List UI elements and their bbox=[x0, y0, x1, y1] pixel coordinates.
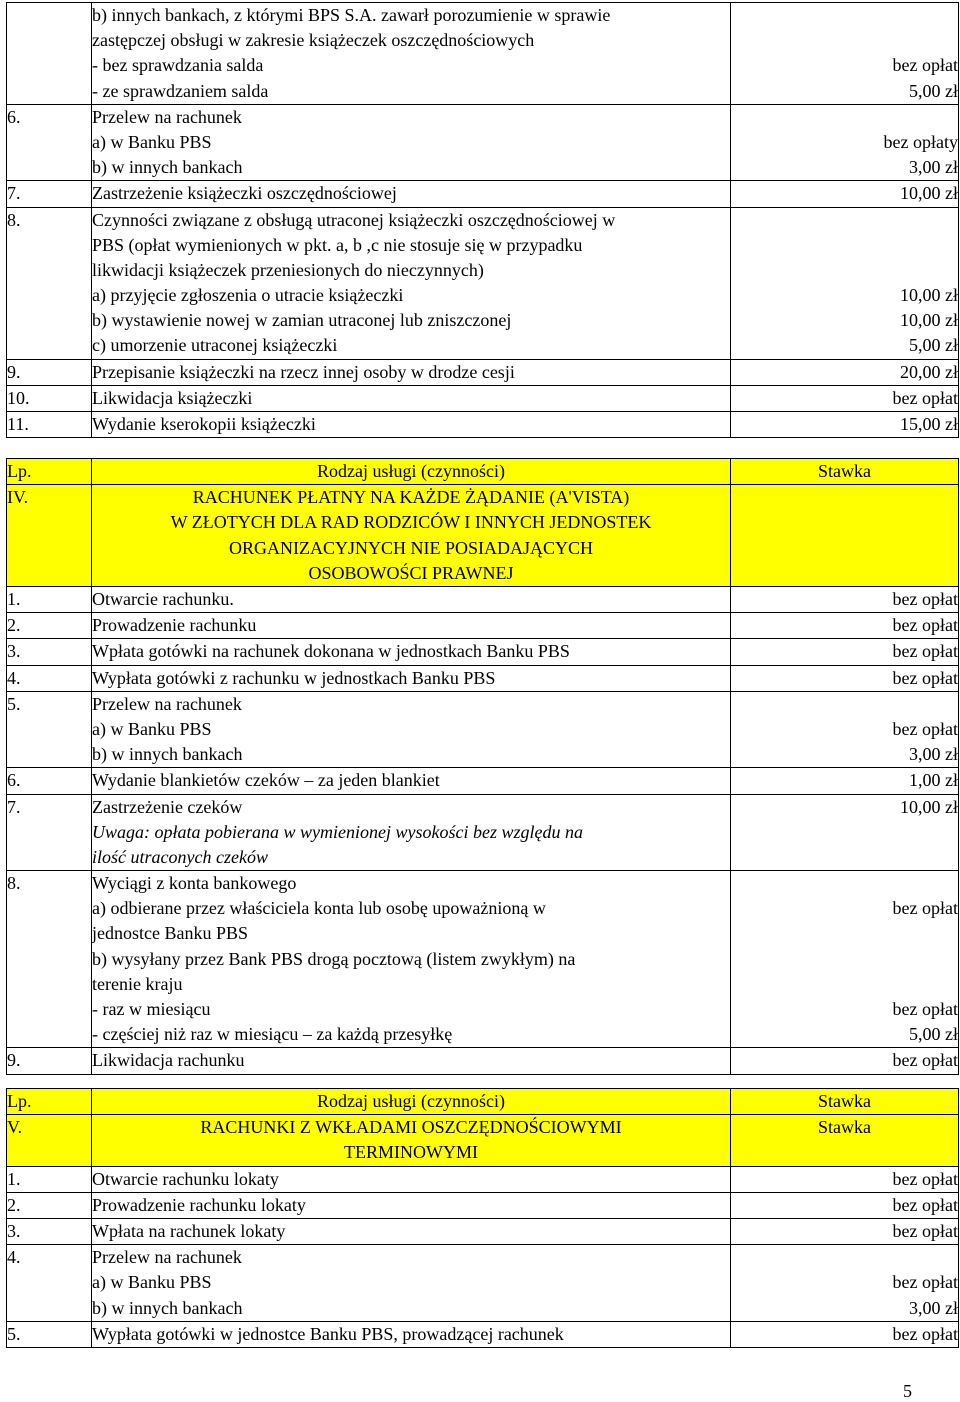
row-description bbox=[92, 1321, 731, 1347]
row-description bbox=[92, 768, 731, 794]
row-lp: 8. bbox=[7, 871, 92, 1048]
row-rate bbox=[731, 385, 959, 411]
row-rate bbox=[731, 181, 959, 207]
description-line: Czynności związane z obsługą utraconej książeczki oszczędnościowej w bbox=[92, 209, 616, 230]
row-lp: 9. bbox=[7, 359, 92, 385]
header-desc: Rodzaj usługi (czynności) bbox=[92, 459, 731, 485]
table-row bbox=[7, 181, 959, 207]
row-rate bbox=[731, 1192, 959, 1218]
description-line: Zastrzeżenie książeczki oszczędnościowej bbox=[92, 183, 397, 204]
row-description bbox=[92, 385, 731, 411]
description-line: Przepisanie książeczki na rzecz innej osoby w drodze cesji bbox=[92, 361, 515, 382]
table-row bbox=[7, 1245, 959, 1322]
row-rate bbox=[731, 613, 959, 639]
description-line: a) odbierane przez właściciela konta lub osobę upoważnioną w bbox=[92, 898, 546, 919]
row-description bbox=[92, 586, 731, 612]
rate-line: bez opłat bbox=[892, 1272, 958, 1293]
rate-line bbox=[731, 972, 958, 997]
row-description bbox=[92, 412, 731, 438]
rate-line: bez opłat bbox=[892, 898, 958, 919]
description-line: Wypłata gotówki z rachunku w jednostkach Banku PBS bbox=[92, 667, 496, 688]
rate-line: bez opłaty bbox=[883, 131, 958, 152]
row-lp: 6. bbox=[7, 768, 92, 794]
row-description bbox=[92, 1218, 731, 1244]
header-rate: Stawka bbox=[731, 459, 959, 485]
rate-line bbox=[731, 105, 958, 130]
description-line: a) przyjęcie zgłoszenia o utracie książeczki bbox=[92, 285, 404, 306]
table-row bbox=[7, 613, 959, 639]
row-lp: 1. bbox=[7, 586, 92, 612]
row-rate bbox=[731, 586, 959, 612]
row-rate bbox=[731, 3, 959, 105]
rate-line: 3,00 zł bbox=[909, 1297, 958, 1318]
row-description bbox=[92, 1048, 731, 1074]
rate-line: bez opłat bbox=[892, 55, 958, 76]
table-row bbox=[7, 768, 959, 794]
row-lp: 9. bbox=[7, 1048, 92, 1074]
table-header-row bbox=[7, 459, 959, 485]
row-lp: 4. bbox=[7, 1245, 92, 1322]
rate-line: bez opłat bbox=[892, 1220, 958, 1241]
row-rate bbox=[731, 639, 959, 665]
description-line: jednostce Banku PBS bbox=[92, 923, 248, 944]
description-line: Uwaga: opłata pobierana w wymienionej wysokości bez względu na bbox=[92, 821, 583, 842]
table-header-row bbox=[7, 1089, 959, 1115]
section-title bbox=[92, 485, 731, 587]
rate-line bbox=[731, 921, 958, 946]
fee-table-savings-books bbox=[6, 2, 959, 438]
description-line: Wypłata gotówki w jednostce Banku PBS, prowadzącej rachunek bbox=[92, 1323, 564, 1344]
description-line: terenie kraju bbox=[92, 973, 183, 994]
rate-line: 1,00 zł bbox=[909, 770, 958, 791]
description-line: Wpłata gotówki na rachunek dokonana w jednostkach Banku PBS bbox=[92, 641, 570, 662]
row-description bbox=[92, 3, 731, 105]
rate-line: 10,00 zł bbox=[900, 310, 958, 331]
description-line: PBS (opłat wymienionych w pkt. a, b ,c nie stosuje się w przypadku bbox=[92, 234, 583, 255]
rate-line: 5,00 zł bbox=[909, 1024, 958, 1045]
rate-line: bez opłat bbox=[892, 1050, 958, 1071]
row-description bbox=[92, 181, 731, 207]
table-row bbox=[7, 359, 959, 385]
rate-line: bez opłat bbox=[892, 615, 958, 636]
section-lp: V. bbox=[7, 1115, 92, 1166]
row-description bbox=[92, 1192, 731, 1218]
rate-line bbox=[731, 871, 958, 896]
description-line: Wpłata na rachunek lokaty bbox=[92, 1220, 286, 1241]
row-lp: 8. bbox=[7, 207, 92, 359]
row-description bbox=[92, 871, 731, 1048]
table3-rows bbox=[7, 1166, 959, 1347]
rate-line: 10,00 zł bbox=[900, 796, 958, 817]
rate-line: 10,00 zł bbox=[900, 285, 958, 306]
row-rate bbox=[731, 1166, 959, 1192]
description-line: Przelew na rachunek bbox=[92, 1247, 242, 1268]
row-rate bbox=[731, 768, 959, 794]
description-line: Otwarcie rachunku. bbox=[92, 588, 234, 609]
row-description bbox=[92, 665, 731, 691]
row-lp: 11. bbox=[7, 412, 92, 438]
table-row bbox=[7, 412, 959, 438]
description-line: - ze sprawdzaniem salda bbox=[92, 80, 269, 101]
description-line: a) w Banku PBS bbox=[92, 1272, 212, 1293]
row-lp bbox=[7, 3, 92, 105]
description-line: Otwarcie rachunku lokaty bbox=[92, 1168, 279, 1189]
section-title-line: TERMINOWYMI bbox=[344, 1142, 478, 1163]
row-description bbox=[92, 207, 731, 359]
row-lp: 6. bbox=[7, 104, 92, 181]
row-description bbox=[92, 613, 731, 639]
rate-line: bez opłat bbox=[892, 641, 958, 662]
table-row bbox=[7, 1321, 959, 1347]
row-lp: 2. bbox=[7, 1192, 92, 1218]
description-line: likwidacji książeczek przeniesionych do nieczynnych) bbox=[92, 259, 484, 280]
row-lp: 3. bbox=[7, 1218, 92, 1244]
rate-line: bez opłat bbox=[892, 1194, 958, 1215]
row-rate bbox=[731, 794, 959, 871]
rate-line: 5,00 zł bbox=[909, 80, 958, 101]
table-row bbox=[7, 691, 959, 768]
description-line: Wydanie kserokopii książeczki bbox=[92, 414, 316, 435]
table-row bbox=[7, 1192, 959, 1218]
rate-line bbox=[731, 233, 958, 258]
row-lp: 7. bbox=[7, 181, 92, 207]
row-rate bbox=[731, 207, 959, 359]
rate-line: bez opłat bbox=[892, 667, 958, 688]
row-lp: 5. bbox=[7, 691, 92, 768]
row-description bbox=[92, 691, 731, 768]
rate-line bbox=[731, 258, 958, 283]
row-description bbox=[92, 794, 731, 871]
row-description bbox=[92, 639, 731, 665]
rate-line: 5,00 zł bbox=[909, 335, 958, 356]
header-desc: Rodzaj usługi (czynności) bbox=[92, 1089, 731, 1115]
description-line: b) innych bankach, z którymi BPS S.A. zawarł porozumienie w sprawie bbox=[92, 5, 611, 25]
rate-line: bez opłat bbox=[892, 588, 958, 609]
row-description bbox=[92, 104, 731, 181]
description-line: Wyciągi z konta bankowego bbox=[92, 873, 297, 894]
table-row bbox=[7, 1048, 959, 1074]
section-rate-empty bbox=[731, 485, 959, 587]
description-line: Likwidacja książeczki bbox=[92, 387, 253, 408]
table-row bbox=[7, 1166, 959, 1192]
description-line: Przelew na rachunek bbox=[92, 106, 242, 127]
description-line: b) wysyłany przez Bank PBS drogą pocztową (listem zwykłym) na bbox=[92, 948, 576, 969]
rate-line: bez opłat bbox=[892, 718, 958, 739]
description-line: Przelew na rachunek bbox=[92, 693, 242, 714]
rate-line bbox=[731, 692, 958, 717]
table-row bbox=[7, 3, 959, 105]
rate-line: 10,00 zł bbox=[900, 183, 958, 204]
row-rate bbox=[731, 665, 959, 691]
table-row bbox=[7, 794, 959, 871]
row-description bbox=[92, 1166, 731, 1192]
section-title bbox=[92, 1115, 731, 1166]
row-description bbox=[92, 359, 731, 385]
rate-line bbox=[731, 947, 958, 972]
header-rate: Stawka bbox=[731, 1089, 959, 1115]
section-title-line: W ZŁOTYCH DLA RAD RODZICÓW I INNYCH JEDNOSTEK bbox=[170, 512, 652, 533]
row-rate bbox=[731, 1048, 959, 1074]
table-row bbox=[7, 104, 959, 181]
table-row bbox=[7, 1218, 959, 1244]
row-rate bbox=[731, 1218, 959, 1244]
table2-rows bbox=[7, 586, 959, 1074]
table-row bbox=[7, 586, 959, 612]
row-lp: 1. bbox=[7, 1166, 92, 1192]
row-rate bbox=[731, 412, 959, 438]
rate-line: 3,00 zł bbox=[909, 744, 958, 765]
description-line: b) w innych bankach bbox=[92, 157, 243, 178]
row-lp: 2. bbox=[7, 613, 92, 639]
description-line: b) w innych bankach bbox=[92, 1297, 243, 1318]
row-rate bbox=[731, 1245, 959, 1322]
description-line: Prowadzenie rachunku lokaty bbox=[92, 1194, 306, 1215]
header-lp: Lp. bbox=[7, 1089, 92, 1115]
rate-line: 3,00 zł bbox=[909, 157, 958, 178]
section-title-line: RACHUNKI Z WKŁADAMI OSZCZĘDNOŚCIOWYMI bbox=[200, 1117, 622, 1138]
description-line: ilość utraconych czeków bbox=[92, 846, 268, 867]
row-lp: 4. bbox=[7, 665, 92, 691]
rate-line: 15,00 zł bbox=[900, 414, 958, 435]
row-lp: 7. bbox=[7, 794, 92, 871]
description-line: Zastrzeżenie czeków bbox=[92, 796, 243, 817]
section-row-iv bbox=[7, 485, 959, 587]
rate-line: 20,00 zł bbox=[900, 361, 958, 382]
header-lp: Lp. bbox=[7, 459, 92, 485]
table1-body bbox=[7, 3, 959, 438]
description-line: b) w innych bankach bbox=[92, 744, 243, 765]
fee-table-current-account bbox=[6, 458, 959, 1075]
description-line: - częściej niż raz w miesiącu – za każdą przesyłkę bbox=[92, 1024, 453, 1045]
row-rate bbox=[731, 104, 959, 181]
row-description bbox=[92, 1245, 731, 1322]
row-rate bbox=[731, 871, 959, 1048]
fee-table-term-deposits bbox=[6, 1088, 959, 1348]
section-row-v bbox=[7, 1115, 959, 1166]
table-row bbox=[7, 665, 959, 691]
row-rate bbox=[731, 691, 959, 768]
row-lp: 3. bbox=[7, 639, 92, 665]
rate-line bbox=[731, 820, 958, 845]
rate-line bbox=[731, 845, 958, 870]
description-line: Prowadzenie rachunku bbox=[92, 615, 257, 636]
row-rate bbox=[731, 1321, 959, 1347]
row-lp: 10. bbox=[7, 385, 92, 411]
rate-line: bez opłat bbox=[892, 1168, 958, 1189]
rate-line: bez opłat bbox=[892, 999, 958, 1020]
row-rate bbox=[731, 359, 959, 385]
description-line: - raz w miesiącu bbox=[92, 999, 211, 1020]
table3-body bbox=[7, 1089, 959, 1167]
table-row bbox=[7, 207, 959, 359]
section-lp: IV. bbox=[7, 485, 92, 587]
description-line: b) wystawienie nowej w zamian utraconej lub zniszczonej bbox=[92, 310, 512, 331]
description-line: c) umorzenie utraconej książeczki bbox=[92, 335, 338, 356]
description-line: Likwidacja rachunku bbox=[92, 1050, 245, 1071]
description-line: a) w Banku PBS bbox=[92, 718, 212, 739]
description-line: Wydanie blankietów czeków – za jeden blankiet bbox=[92, 770, 440, 791]
row-lp: 5. bbox=[7, 1321, 92, 1347]
rate-line bbox=[731, 208, 958, 233]
rate-line: bez opłat bbox=[892, 1323, 958, 1344]
description-line: a) w Banku PBS bbox=[92, 131, 212, 152]
rate-line bbox=[731, 1245, 958, 1270]
section-rate: Stawka bbox=[731, 1115, 959, 1166]
table-row bbox=[7, 639, 959, 665]
rate-line: bez opłat bbox=[892, 387, 958, 408]
section-title-line: ORGANIZACYJNYCH NIE POSIADAJĄCYCH bbox=[228, 537, 594, 558]
table2-body bbox=[7, 459, 959, 587]
description-line: zastępczej obsługi w zakresie książeczek oszczędnościowych bbox=[92, 30, 535, 51]
table-row bbox=[7, 871, 959, 1048]
table-row bbox=[7, 385, 959, 411]
section-title-line: OSOBOWOŚCI PRAWNEJ bbox=[308, 562, 514, 583]
page-number: 5 bbox=[903, 1381, 912, 1401]
section-title-line: RACHUNEK PŁATNY NA KAŻDE ŻĄDANIE (A'VISTA) bbox=[192, 487, 630, 508]
rate-line bbox=[731, 28, 958, 53]
description-line: - bez sprawdzania salda bbox=[92, 55, 264, 76]
rate-line bbox=[731, 3, 958, 28]
